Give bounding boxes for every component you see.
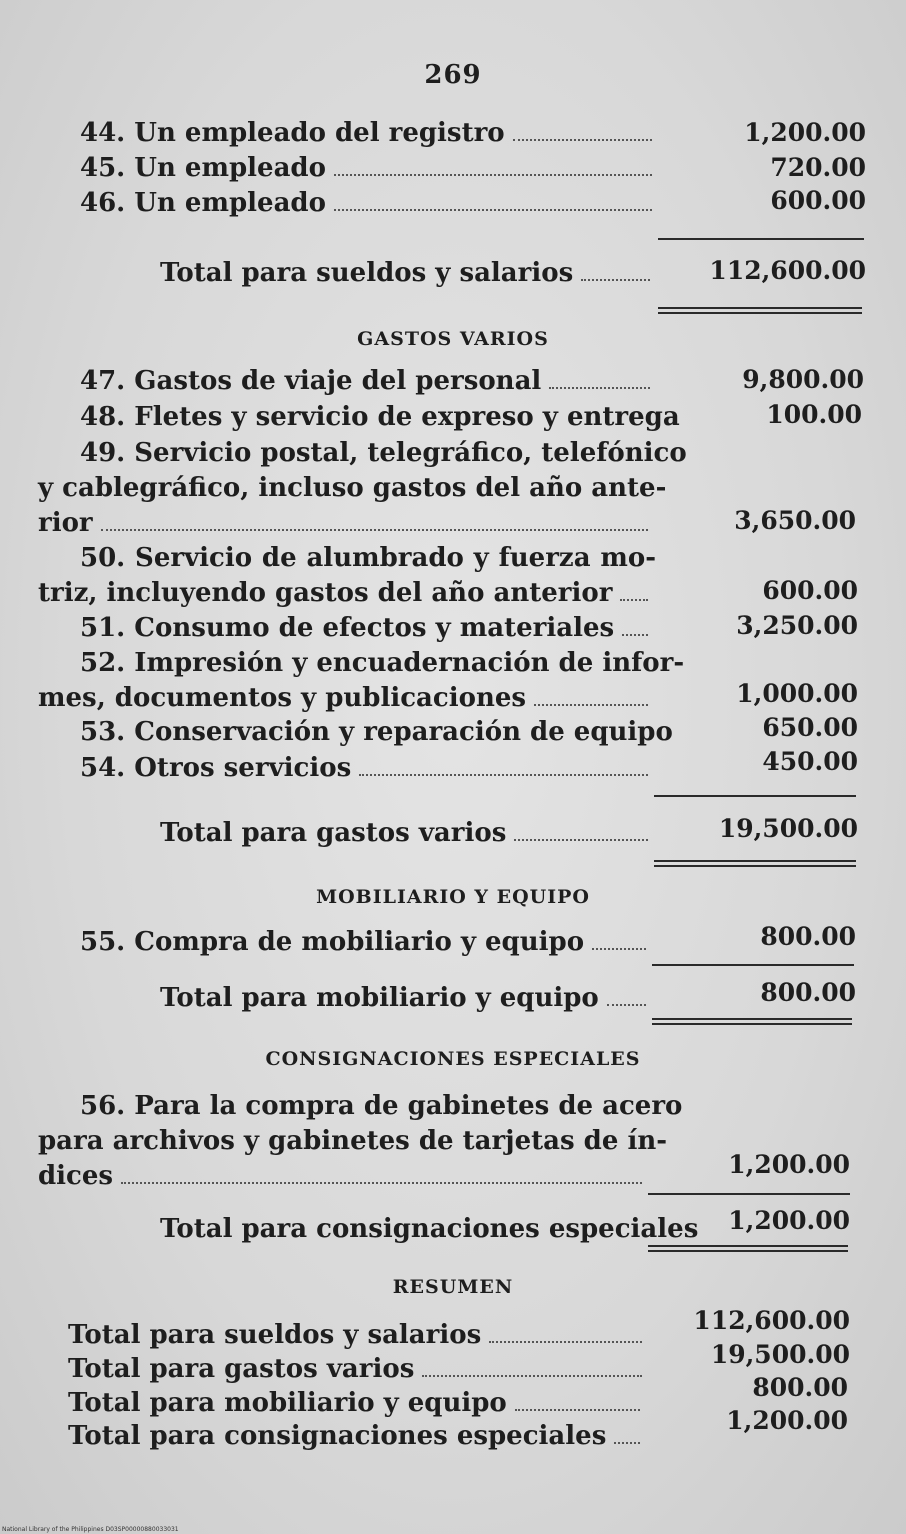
line-item-50: [38, 578, 654, 608]
total-label: Total para mobiliario y equipo: [160, 983, 599, 1013]
leader-dots: [592, 948, 646, 950]
resumen-label: Total para consignaciones especiales: [68, 1421, 607, 1451]
line-item-50-text-1: 50. Servicio de alumbrado y fuerza mo-: [80, 543, 656, 573]
leader-dots: [622, 634, 648, 636]
total-label: Total para consignaciones especiales: [160, 1214, 699, 1244]
total-label: Total para sueldos y salarios: [160, 258, 574, 288]
double-rule: [652, 1018, 852, 1025]
resumen-row: [68, 1354, 648, 1384]
line-item-44: [80, 118, 658, 148]
page-number: 269: [424, 60, 482, 90]
line-item-label: 47. Gastos de viaje del personal: [80, 366, 542, 396]
line-item-52: [38, 683, 654, 713]
line-item-label: mes, documentos y publicaciones: [38, 683, 527, 713]
line-item-label: 53. Conservación y reparación de equipo: [80, 717, 673, 747]
subtotal-rule: [658, 238, 864, 240]
resumen-amount: 1,200.00: [726, 1406, 848, 1435]
leader-dots: [534, 704, 648, 706]
line-item-49: [38, 508, 654, 538]
total-amount: 1,200.00: [728, 1206, 850, 1235]
line-item-amount: 720.00: [770, 153, 866, 182]
leader-dots: [515, 1409, 640, 1411]
line-item-label: 48. Fletes y servicio de expreso y entrega: [80, 402, 680, 432]
heading-mobiliario: MOBILIARIO Y EQUIPO: [316, 886, 590, 908]
line-item-amount: 3,650.00: [734, 506, 856, 535]
line-item-amount: 100.00: [766, 400, 862, 429]
line-item-label: 51. Consumo de efectos y materiales: [80, 613, 615, 643]
line-item-label: 45. Un empleado: [80, 153, 326, 183]
line-item-label: triz, incluyendo gastos del año anterior: [38, 578, 613, 608]
leader-dots: [422, 1375, 642, 1377]
scan-footer-text: National Library of the Philippines D03SP00000880033031: [2, 1526, 179, 1533]
line-item-label: 44. Un empleado del registro: [80, 118, 505, 148]
leader-dots: [101, 529, 648, 531]
total-label: Total para gastos varios: [160, 818, 507, 848]
double-rule: [648, 1245, 848, 1252]
line-item-47: [80, 366, 656, 396]
line-item-amount: 1,200.00: [744, 118, 866, 147]
total-sueldos: [160, 258, 656, 288]
resumen-row: [68, 1388, 646, 1418]
total-amount: 112,600.00: [709, 256, 866, 285]
line-item-amount: 9,800.00: [742, 365, 864, 394]
line-item-49-text-1: 49. Servicio postal, telegráfico, telefónico: [80, 438, 687, 468]
subtotal-rule: [652, 964, 854, 966]
resumen-label: Total para sueldos y salarios: [68, 1320, 482, 1350]
leader-dots: [581, 279, 650, 281]
line-item-56: [38, 1161, 648, 1191]
line-item-52-text-1: 52. Impresión y encuadernación de infor-: [80, 648, 685, 678]
leader-dots: [121, 1182, 642, 1184]
heading-gastos-varios: GASTOS VARIOS: [357, 328, 549, 350]
leader-dots: [514, 839, 648, 841]
line-item-55: [80, 927, 652, 957]
line-item-amount: 1,200.00: [728, 1150, 850, 1179]
leader-dots: [334, 174, 652, 176]
resumen-amount: 800.00: [752, 1373, 848, 1402]
leader-dots: [513, 139, 652, 141]
leader-dots: [334, 209, 652, 211]
leader-dots: [620, 599, 648, 601]
line-item-53: [80, 717, 673, 747]
line-item-label: rior: [38, 508, 93, 538]
double-rule: [658, 307, 862, 314]
leader-dots: [359, 774, 648, 776]
total-especiales: [160, 1214, 699, 1244]
heading-resumen: RESUMEN: [392, 1276, 514, 1298]
line-item-amount: 600.00: [770, 186, 866, 215]
total-mobiliario: [160, 983, 652, 1013]
line-item-label: 55. Compra de mobiliario y equipo: [80, 927, 585, 957]
double-rule: [654, 860, 856, 867]
line-item-label: 46. Un empleado: [80, 188, 326, 218]
line-item-56-text-2: para archivos y gabinetes de tarjetas de ín-: [38, 1126, 668, 1156]
line-item-amount: 1,000.00: [736, 679, 858, 708]
heading-consignaciones: CONSIGNACIONES ESPECIALES: [265, 1048, 641, 1070]
line-item-46: [80, 188, 658, 218]
total-gastos: [160, 818, 654, 848]
leader-dots: [489, 1341, 642, 1343]
line-item-56-text-1: 56. Para la compra de gabinetes de acero: [80, 1091, 683, 1121]
line-item-label: dices: [38, 1161, 114, 1191]
line-item-54: [80, 753, 654, 783]
line-item-label: 54. Otros servicios: [80, 753, 352, 783]
line-item-51: [80, 613, 654, 643]
line-item-49-text-2: y cablegráfico, incluso gastos del año ante-: [38, 473, 667, 503]
line-item-amount: 600.00: [762, 576, 858, 605]
resumen-row: [68, 1421, 646, 1451]
subtotal-rule: [654, 795, 856, 797]
resumen-row: [68, 1320, 648, 1350]
leader-dots: [607, 1004, 646, 1006]
leader-dots: [614, 1442, 640, 1444]
line-item-amount: 3,250.00: [736, 611, 858, 640]
total-amount: 19,500.00: [718, 814, 858, 843]
line-item-45: [80, 153, 658, 183]
leader-dots: [549, 387, 650, 389]
resumen-label: Total para gastos varios: [68, 1354, 415, 1384]
resumen-label: Total para mobiliario y equipo: [68, 1388, 507, 1418]
resumen-amount: 19,500.00: [710, 1340, 850, 1369]
line-item-amount: 650.00: [762, 713, 858, 742]
subtotal-rule: [648, 1193, 850, 1195]
total-amount: 800.00: [760, 978, 856, 1007]
resumen-amount: 112,600.00: [693, 1306, 850, 1335]
line-item-amount: 800.00: [760, 922, 856, 951]
line-item-amount: 450.00: [762, 747, 858, 776]
line-item-48: [80, 402, 680, 432]
